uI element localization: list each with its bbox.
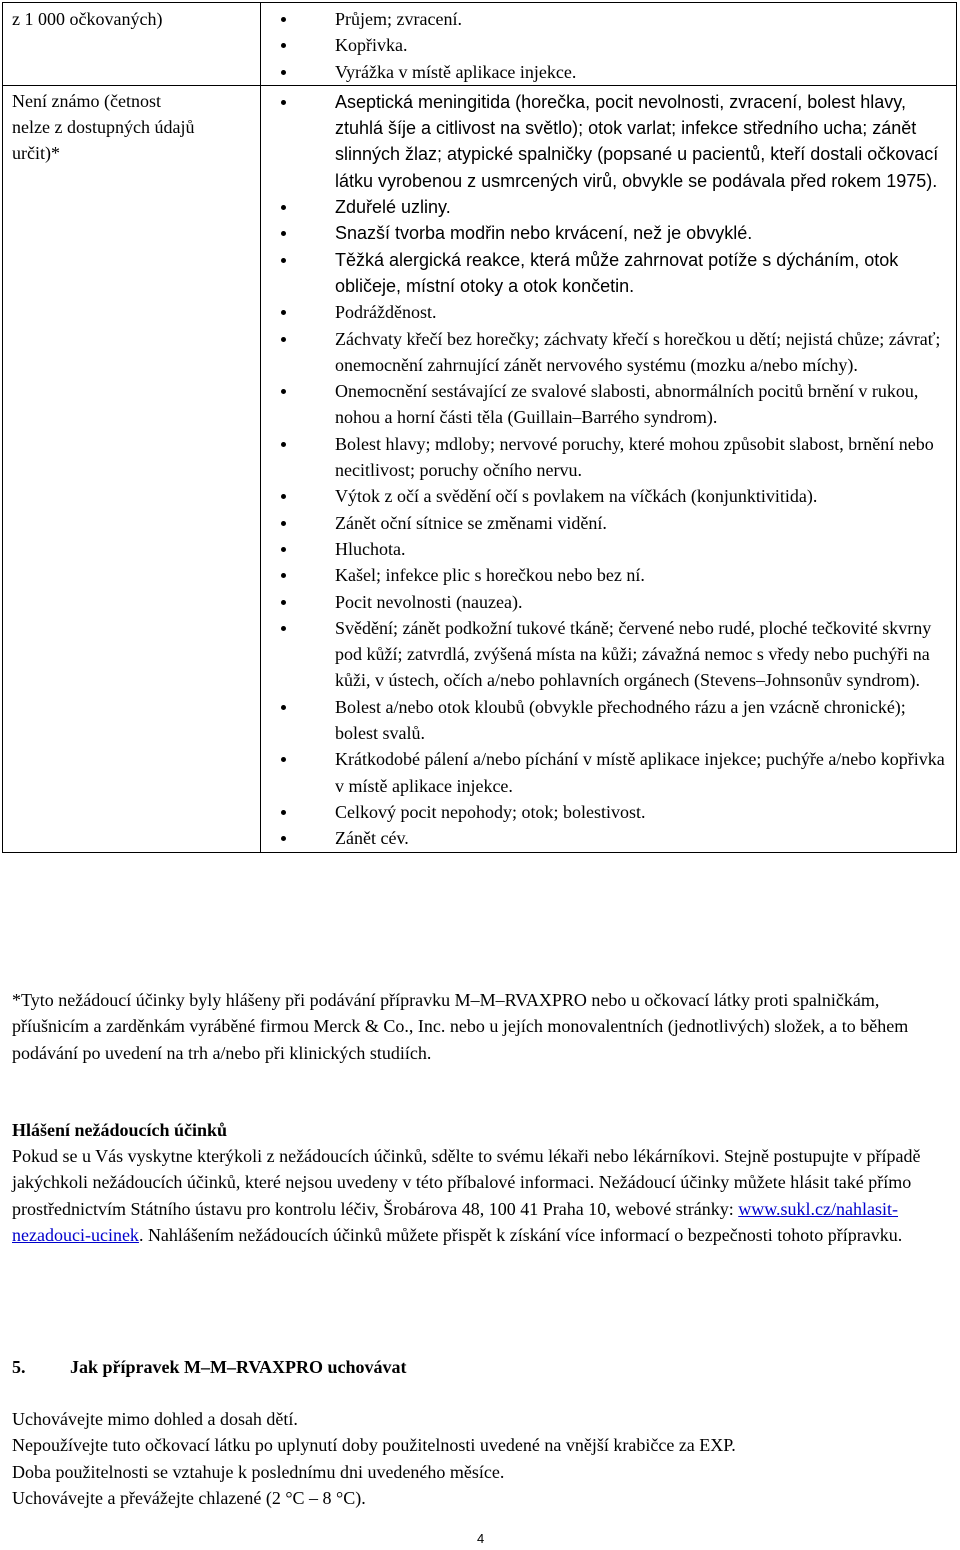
effect-text: Těžká alergická reakce, která může zahrnovat potíže s dýcháním, otok obličeje, místní otoky a otok končetin. bbox=[335, 249, 899, 296]
bullet-icon bbox=[281, 757, 286, 762]
effects-cell bbox=[261, 85, 957, 852]
table-row bbox=[3, 85, 957, 852]
effect-text: Vyrážka v místě aplikace injekce. bbox=[335, 61, 577, 82]
effect-text: Kašel; infekce plic s horečkou nebo bez ní. bbox=[335, 565, 645, 586]
effect-text: Zánět oční sítnice se změnami vidění. bbox=[335, 512, 607, 533]
bullet-icon bbox=[281, 810, 286, 815]
bullet-icon bbox=[281, 494, 286, 499]
effect-item bbox=[261, 615, 952, 694]
bullet-icon bbox=[281, 310, 286, 315]
effect-item bbox=[261, 32, 952, 58]
effect-text: Snazší tvorba modřin nebo krvácení, než je obvyklé. bbox=[335, 223, 753, 244]
effects-list bbox=[261, 6, 952, 85]
effect-item bbox=[261, 59, 952, 85]
reporting-text-end: . bbox=[138, 1224, 144, 1245]
bullet-icon bbox=[281, 337, 286, 342]
effect-text: Bolest a/nebo otok kloubů (obvykle přechodného rázu a jen vzácně chronické); bolest svalů. bbox=[335, 696, 906, 744]
effect-text: Záchvaty křečí bez horečky; záchvaty křečí s horečkou u dětí; nejistá chůze; závrať; onemocnění zahrnující zánět nervového systému (mozku a/nebo míchy). bbox=[335, 328, 941, 375]
effect-text: Zduřelé uzliny. bbox=[335, 197, 451, 218]
bullet-icon bbox=[281, 205, 286, 210]
effect-item bbox=[261, 799, 952, 825]
effect-text: Celkový pocit nepohody; otok; bolestivost. bbox=[335, 801, 646, 822]
effect-text: Podrážděnost. bbox=[335, 302, 437, 323]
effects-cell bbox=[261, 3, 957, 86]
bullet-icon bbox=[281, 573, 286, 578]
reporting-heading: Hlášení nežádoucích účinků bbox=[12, 1120, 228, 1140]
bullet-icon bbox=[281, 547, 286, 552]
effect-item bbox=[261, 247, 952, 300]
effect-item bbox=[261, 536, 952, 562]
reporting-text: Pokud se u Vás vyskytne kterýkoli z nežádoucích účinků, sdělte to svému lékaři nebo lékárníkovi. Stejně postupujte v případě jakýchkoli nežádoucích účinků, které nejsou uvedeny v této příbalové informaci. Nežádoucí účinky můžete hlásit také přímo prostřednictvím Státního ústavu pro kontrolu léčiv, Šrobárova 48, 100 41 Praha 10, webové stránky: bbox=[12, 1146, 921, 1219]
adverse-effects-table bbox=[2, 2, 957, 853]
frequency-label: z 1 000 očkovaných) bbox=[12, 9, 163, 29]
effect-item bbox=[261, 194, 952, 220]
effect-item bbox=[261, 299, 952, 325]
effects-list bbox=[261, 89, 952, 852]
effect-item bbox=[261, 431, 952, 484]
bullet-icon bbox=[281, 258, 286, 263]
storage-line: Doba použitelnosti se vztahuje k poslednímu dni uvedeného měsíce. bbox=[12, 1461, 505, 1482]
effect-item bbox=[261, 510, 952, 536]
bullet-icon bbox=[281, 600, 286, 605]
reporting-text-2: Nahlášením nežádoucích účinků můžete přispět k získání více informací o bezpečnosti tohoto přípravku. bbox=[147, 1224, 903, 1245]
storage-line: Uchovávejte mimo dohled a dosah dětí. bbox=[12, 1409, 298, 1429]
bullet-icon bbox=[281, 231, 286, 236]
bullet-icon bbox=[281, 389, 286, 394]
bullet-icon bbox=[281, 43, 286, 48]
effect-text: Aseptická meningitida (horečka, pocit nevolnosti, zvracení, bolest hlavy, ztuhlá šíje a citlivost na světlo); otok varlat; infekce středního ucha; zánět slinných žlaz; atypické spalničky (popsané u pacientů, kteří dostali očkovací látku vyrobenou z usmrcených virů, obvykle se podávala před rokem 1975). bbox=[335, 91, 939, 191]
effect-text: Výtok z očí a svědění očí s povlakem na víčkách (konjunktivitida). bbox=[335, 486, 818, 507]
section-title: Jak přípravek M–M–RVAXPRO uchovávat bbox=[70, 1357, 407, 1377]
effect-text: Onemocnění sestávající ze svalové slabosti, abnormálních pocitů brnění v rukou, nohou a horní části těla (Guillain–Barrého syndrom). bbox=[335, 381, 919, 428]
table-row bbox=[3, 3, 957, 86]
effect-item bbox=[261, 589, 952, 615]
section-5-heading bbox=[12, 1354, 947, 1380]
bullet-icon bbox=[281, 442, 286, 447]
effect-item bbox=[261, 89, 952, 194]
section-number: 5. bbox=[12, 1357, 26, 1377]
effect-text: Krátkodobé pálení a/nebo píchání v místě aplikace injekce; puchýře a/nebo kopřivka v místě aplikace injekce. bbox=[335, 749, 945, 796]
effect-item bbox=[261, 6, 952, 32]
page-number: 4 bbox=[477, 1531, 485, 1546]
bullet-icon bbox=[281, 626, 286, 631]
effect-text: Kopřivka. bbox=[335, 35, 408, 56]
effect-item bbox=[261, 825, 952, 851]
effect-text: Průjem; zvracení. bbox=[335, 9, 462, 29]
sukl-link[interactable]: www.sukl.cz/nahlasit-nezadouci-ucinek bbox=[12, 1198, 899, 1245]
footnote: *Tyto nežádoucí účinky byly hlášeny při podávání přípravku M–M–RVAXPRO nebo u očkovací látky proti spalničkám, příušnicím a zarděnkám vyráběné firmou Merck & Co., Inc. nebo u jejích monovalentních (jednotlivých) složek, a to během podávání po uvedení na trh a/nebo při klinických studiích. bbox=[12, 990, 909, 1063]
effect-text: Zánět cév. bbox=[335, 828, 409, 849]
effect-item bbox=[261, 220, 952, 246]
bullet-icon bbox=[281, 836, 286, 841]
effect-item bbox=[261, 378, 952, 431]
bullet-icon bbox=[281, 705, 286, 710]
frequency-cell bbox=[3, 85, 261, 852]
effect-item bbox=[261, 326, 952, 379]
effect-text: Hluchota. bbox=[335, 538, 406, 559]
bullet-icon bbox=[281, 521, 286, 526]
effect-item bbox=[261, 483, 952, 509]
frequency-label: Není známo (četnost nelze z dostupných údajů určit)* bbox=[12, 90, 195, 163]
bullet-icon bbox=[281, 17, 286, 22]
effect-item bbox=[261, 694, 952, 747]
effect-item bbox=[261, 562, 952, 588]
storage-list bbox=[12, 1406, 947, 1511]
effect-item bbox=[261, 746, 952, 799]
reporting-paragraph bbox=[12, 1143, 947, 1248]
effect-text: Svědění; zánět podkožní tukové tkáně; červené nebo rudé, ploché tečkovité skvrny pod kůží; zatvrdlá, zvýšená místa na kůži; závažná nemoc s vředy nebo puchýři na kůži, v ústech, očích a/nebo pohlavních orgánech (Stevens–Johnsonův syndrom). bbox=[335, 617, 932, 691]
effect-text: Bolest hlavy; mdloby; nervové poruchy, které mohou způsobit slabost, brnění nebo necitlivost; poruchy očního nervu. bbox=[335, 433, 934, 481]
storage-line: Nepoužívejte tuto očkovací látku po uplynutí doby použitelnosti uvedené na vnější krabičce za EXP. bbox=[12, 1435, 736, 1456]
frequency-cell bbox=[3, 3, 261, 86]
bullet-icon bbox=[281, 100, 286, 105]
effect-text: Pocit nevolnosti (nauzea). bbox=[335, 591, 523, 612]
storage-line: Uchovávejte a převážejte chlazené (2 °C – 8 °C). bbox=[12, 1487, 366, 1508]
bullet-icon bbox=[281, 70, 286, 75]
